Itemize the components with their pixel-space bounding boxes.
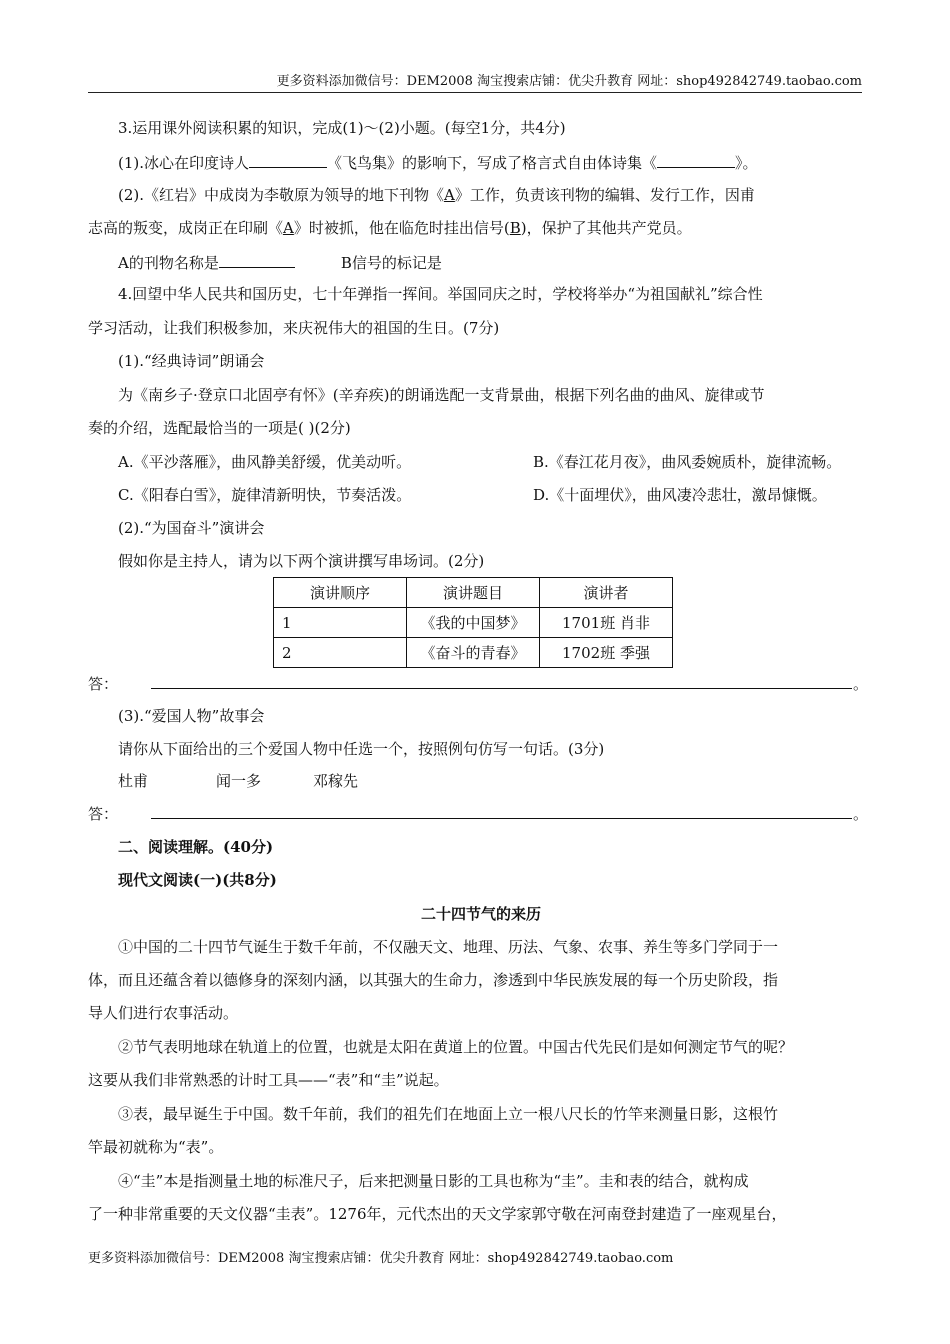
table-row [274,608,673,638]
option-c[interactable]: C.《阳春白雪》，旋律清新明快，节奏活泼。 [118,486,412,504]
answer-blank[interactable] [657,151,735,168]
q4-section1-q2: 奏的介绍，选配最恰当的一项是( )(2分) [88,419,351,437]
article-title: 二十四节气的来历 [420,905,541,923]
q4-section1-title: (1).“经典诗词”朗诵会 [118,352,265,370]
article-paragraph: ②节气表明地球在轨道上的位置，也就是太阳在黄道上的位置。中国古代先民们是如何测定节气的呢？ [118,1038,794,1056]
q3-answer-row: A的刊物名称是 B信号的标记是 [118,251,442,271]
q4-intro-1: 4.回望中华人民共和国历史，七十年弹指一挥间。举国同庆之时，学校将举办“为祖国献礼”综合性 [118,285,763,303]
table-cell: 1702班 季强 [540,638,673,668]
table-cell: 2 [274,638,407,668]
q4-answer-1: 答： 。 [88,675,868,693]
answer-blank[interactable] [249,151,327,168]
table-cell: 1 [274,608,407,638]
table-header: 演讲题目 [407,578,540,608]
table-cell: 1701班 肖非 [540,608,673,638]
article-paragraph: 导人们进行农事活动。 [88,1004,239,1022]
q4-answer-2: 答： 。 [88,805,868,823]
table-header-row [274,578,673,608]
q4-section2-title: (2).“为国奋斗”演讲会 [118,519,265,537]
q4-section2-q: 假如你是主持人，请为以下两个演讲撰写串场词。(2分) [118,552,485,570]
answer-line[interactable] [151,674,852,689]
article-paragraph: ③表，最早诞生于中国。数千年前，我们的祖先们在地面上立一根八尺长的竹竿来测量日影，这根竹 [118,1105,779,1123]
article-paragraph: 体，而且还蕴含着以德修身的深刻内涵，以其强大的生命力，渗透到中华民族发展的每一个历史阶段，指 [88,971,779,989]
article-paragraph: 这要从我们非常熟悉的计时工具——“表”和“圭”说起。 [88,1071,449,1089]
person-option: 杜甫 [118,772,149,790]
answer-line[interactable] [151,804,852,819]
table-cell: 《奋斗的青春》 [407,638,540,668]
speech-table [273,577,673,668]
q4-section3-q: 请你从下面给出的三个爱国人物中任选一个，按照例句仿写一句话。(3分) [118,740,605,758]
answer-blank[interactable] [219,251,295,268]
table-cell: 《我的中国梦》 [407,608,540,638]
page-header: 更多资料添加微信号：DEM2008 淘宝搜索店铺：优尖升教育 网址：shop492842749.taobao.com [88,70,862,93]
person-option: 邓稼先 [313,772,359,790]
q3-part2-line1: (2).《红岩》中成岗为李敬原为领导的地下刊物《A》工作，负责该刊物的编辑、发行工作，因甫 [118,186,755,204]
option-a[interactable]: A.《平沙落雁》，曲风静美舒缓，优美动听。 [118,453,412,471]
q4-options-ab [118,452,874,472]
table-row [274,638,673,668]
person-option: 闻一多 [216,772,262,790]
table-header: 演讲者 [540,578,673,608]
q3-part2-line2: 志高的叛变，成岗正在印刷《A》时被抓，他在临危时挂出信号(B)，保护了其他共产党员。 [88,219,692,237]
q3-part1: (1).冰心在印度诗人 《飞鸟集》的影响下，写成了格言式自由体诗集《 》。 [118,151,758,171]
article-paragraph: ④“圭”本是指测量土地的标准尺子，后来把测量日影的工具也称为“圭”。圭和表的结合，就构成 [118,1172,749,1190]
option-d[interactable]: D.《十面埋伏》，曲风凄冷悲壮，激昂慷慨。 [533,486,827,504]
q4-intro-2: 学习活动，让我们积极参加，来庆祝伟大的祖国的生日。(7分) [88,319,500,337]
page-footer: 更多资料添加微信号：DEM2008 淘宝搜索店铺：优尖升教育 网址：shop492842749.taobao.com [88,1251,674,1266]
section2-subtitle: 现代文阅读(一)(共8分) [118,871,277,889]
q4-options-cd [118,485,874,505]
article-paragraph: 了一种非常重要的天文仪器“圭表”。1276年，元代杰出的天文学家郭守敬在河南登封建造了一座观星台， [88,1205,787,1223]
article-paragraph: ①中国的二十四节气诞生于数千年前，不仅融天文、地理、历法、气象、农事、养生等多门学同于一 [118,938,779,956]
section2-title: 二、阅读理解。(40分) [118,838,274,856]
q4-section1-q1: 为《南乡子·登京口北固亭有怀》(辛弃疾)的朗诵选配一支背景曲，根据下列名曲的曲风、旋律或节 [118,386,765,404]
people-list [118,771,358,791]
option-b[interactable]: B.《春江花月夜》，曲风委婉质朴，旋律流畅。 [533,453,842,471]
table-header: 演讲顺序 [274,578,407,608]
q4-section3-title: (3).“爱国人物”故事会 [118,707,265,725]
q3-intro: 3.运用课外阅读积累的知识，完成(1)～(2)小题。(每空1分，共4分) [118,119,566,137]
article-paragraph: 竿最初就称为“表”。 [88,1138,224,1156]
